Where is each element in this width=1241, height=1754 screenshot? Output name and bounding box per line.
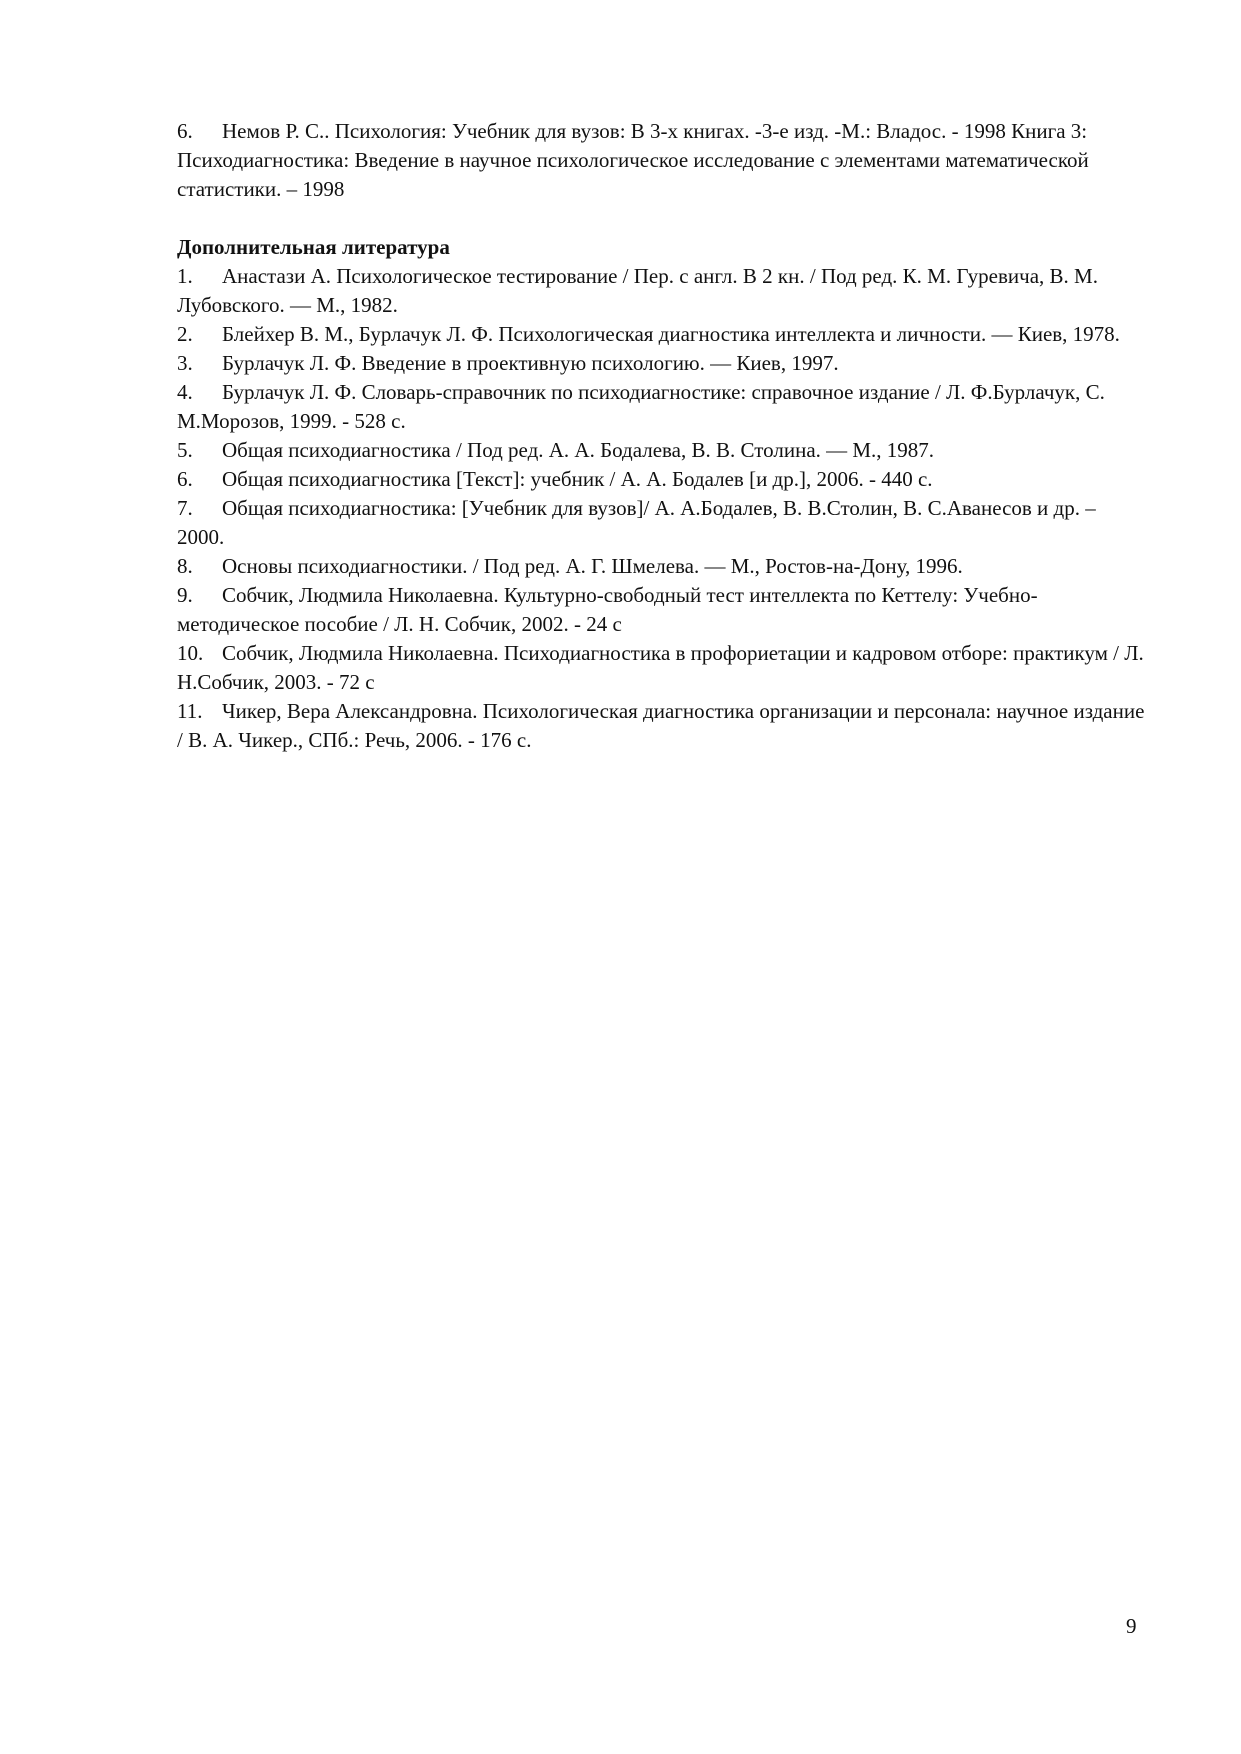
list-text: Бурлачук Л. Ф. Словарь-справочник по психодиагностике: справочное издание / Л. Ф.Бурлачук, С. М.Морозов, 1999. - 528 с. — [177, 380, 1105, 433]
list-text: Общая психодиагностика [Текст]: учебник / А. А. Бодалев [и др.], 2006. - 440 с. — [222, 467, 933, 491]
list-number: 2. — [177, 322, 193, 346]
list-item-10 — [177, 639, 1145, 697]
list-text: Общая психодиагностика / Под ред. А. А. Бодалева, В. В. Столина. — М., 1987. — [222, 438, 935, 462]
list-item-8 — [177, 552, 1145, 581]
list-text: Блейхер В. М., Бурлачук Л. Ф. Психологическая диагностика интеллекта и личности. — Киев, 1978. — [222, 322, 1120, 346]
section-heading: Дополнительная литература — [177, 235, 450, 259]
list-number: 4. — [177, 380, 193, 404]
list-item-11 — [177, 697, 1145, 755]
list-number: 7. — [177, 496, 193, 520]
list-item-9 — [177, 581, 1145, 639]
list-number: 3. — [177, 351, 193, 375]
list-text: Бурлачук Л. Ф. Введение в проективную психологию. — Киев, 1997. — [222, 351, 839, 375]
list-item-5 — [177, 436, 1145, 465]
list-text: Общая психодиагностика: [Учебник для вузов]/ А. А.Бодалев, В. В.Столин, В. С.Аванесов и др. – 2000. — [177, 496, 1096, 549]
section-gap — [177, 204, 1145, 233]
list-text: Собчик, Людмила Николаевна. Культурно-свободный тест интеллекта по Кеттелу: Учебно-методическое пособие / Л. Н. Собчик, 2002. - 24 с — [177, 583, 1038, 636]
list-number: 6. — [177, 119, 193, 143]
list-number: 6. — [177, 467, 193, 491]
list-item-7 — [177, 494, 1145, 552]
main-list-item-6 — [177, 117, 1145, 204]
list-text: Собчик, Людмила Николаевна. Психодиагностика в профориетации и кадровом отборе: практикум / Л. Н.Собчик, 2003. - 72 с — [177, 641, 1144, 694]
list-number: 11. — [177, 699, 203, 723]
list-number: 8. — [177, 554, 193, 578]
list-text: Немов Р. С.. Психология: Учебник для вузов: В 3-х книгах. -3-е изд. -М.: Владос. - 1998 Книга 3: Психодиагностика: Введение в научное психологическое исследование с элементами математической статистики. – 1998 — [177, 119, 1089, 201]
page-content — [177, 117, 1145, 755]
list-number: 1. — [177, 264, 193, 288]
list-item-3 — [177, 349, 1145, 378]
list-item-2 — [177, 320, 1145, 349]
list-text: Анастази А. Психологическое тестирование / Пер. с англ. В 2 кн. / Под ред. К. М. Гуревича, В. М. Лубовского. — М., 1982. — [177, 264, 1098, 317]
list-item-6 — [177, 465, 1145, 494]
list-item-4 — [177, 378, 1145, 436]
list-text: Основы психодиагностики. / Под ред. А. Г. Шмелева. — М., Ростов-на-Дону, 1996. — [222, 554, 963, 578]
list-item-1 — [177, 262, 1145, 320]
page-number: 9 — [1126, 1614, 1137, 1638]
list-number: 5. — [177, 438, 193, 462]
list-number: 9. — [177, 583, 193, 607]
list-number: 10. — [177, 641, 204, 665]
list-text: Чикер, Вера Александровна. Психологическая диагностика организации и персонала: научное издание / В. А. Чикер., СПб.: Речь, 2006. - 176 с. — [177, 699, 1145, 752]
